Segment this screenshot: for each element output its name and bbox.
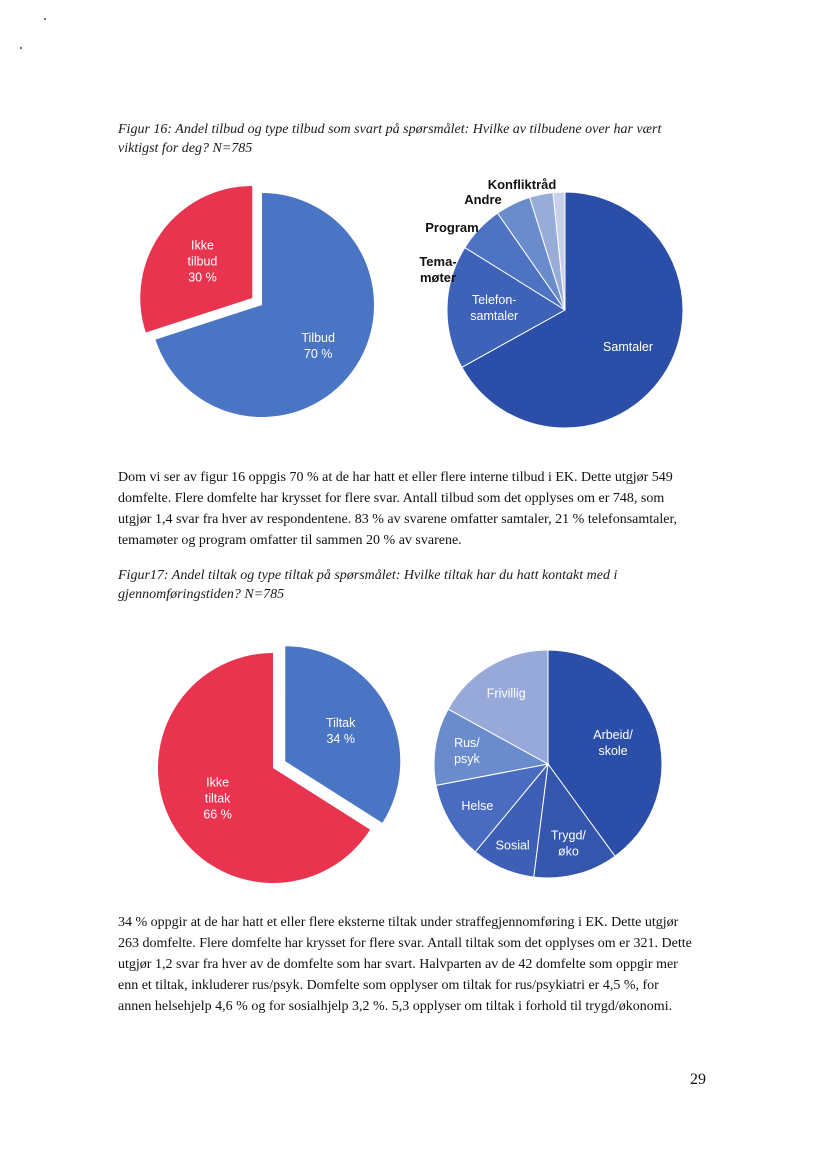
caption-line: Figur17: Andel tiltak og type tiltak på spørsmålet: Hvilke tiltak har du hatt kontakt med i: [118, 568, 618, 583]
paragraph-1: [118, 467, 738, 551]
paragraph-2: [118, 912, 738, 1017]
figure16-caption: [118, 120, 758, 158]
slice-label: Ikke tiltak 66 %: [203, 775, 232, 822]
slice-label: Tiltak 34 %: [325, 715, 356, 746]
scan-speck: [44, 18, 46, 20]
slice-label: Tilbud 70 %: [301, 330, 335, 361]
slice-label: Konfliktråd: [487, 177, 557, 192]
slice-label: Ikke tilbud 30 %: [187, 238, 218, 285]
caption-line: Figur 16: Andel tilbud og type tilbud som svart på spørsmålet: Hvilke av tilbudene over har vært: [118, 122, 662, 137]
paragraph-line: 34 % oppgir at de har hatt et eller flere eksterne tiltak under straffegjennomføring i EK. Dette utgjør: [118, 915, 679, 930]
scan-speck: [20, 47, 22, 49]
slice-label: Telefon-samtaler: [470, 293, 519, 324]
slice-label: Program: [425, 220, 479, 235]
caption-line: viktigst for deg? N=785: [118, 141, 253, 156]
paragraph-line: utgjør 1,4 svar fra hver av respondentene. 83 % av svarene omfatter samtaler, 21 % telefonsamtaler,: [118, 512, 678, 527]
slice-label: Samtaler: [603, 340, 654, 355]
paragraph-line: temamøter og program omfatter til sammen 20 % av svarene.: [118, 533, 462, 548]
paragraph-line: annen helsehjelp 4,6 % og for sosialhjelp 3,2 %. 5,3 opplyser om tiltak i forhold til trygd/økonomi.: [118, 999, 673, 1014]
slice-label: Frivillig: [486, 686, 526, 701]
slice-label: Andre: [464, 192, 502, 207]
slice-label: Rus/ psyk: [454, 736, 480, 767]
slice-label: Arbeid/ skole: [593, 727, 633, 758]
slice-label: Helse: [461, 798, 494, 813]
figure16-right-pie: [400, 170, 700, 440]
paragraph-line: domfelte. Flere domfelte har krysset for flere svar. Antall tilbud som det opplyses om er 748, som: [118, 491, 665, 506]
paragraph-line: utgjør 1,2 svar fra hver av de domfelte som har svart. Halvparten av de 42 domfelte som oppgir mer: [118, 957, 678, 972]
slice-label: Tema-møter: [419, 254, 457, 285]
paragraph-line: enn et tiltak, inkluderer rus/psyk. Domfelte som opplyser om tiltak for rus/psykiatri er 4,5 %, for: [118, 978, 659, 993]
caption-line: gjennomføringstiden? N=785: [118, 587, 285, 602]
slice-label: Sosial: [495, 838, 530, 853]
slice-label: Trygd/ øko: [550, 828, 586, 859]
page-number: 29: [690, 1071, 706, 1088]
figure17-left-pie: [140, 620, 420, 890]
paragraph-line: Dom vi ser av figur 16 oppgis 70 % at de har hatt et eller flere interne tilbud i EK. Dette utgjør 549: [118, 470, 673, 485]
figure17-caption: [118, 566, 758, 604]
paragraph-line: 263 domfelte. Flere domfelte har krysset for flere svar. Antall tiltak som det opplyses om er 321. Dette: [118, 936, 692, 951]
figure17-right-pie: [420, 630, 680, 880]
figure16-left-pie: [130, 180, 400, 440]
